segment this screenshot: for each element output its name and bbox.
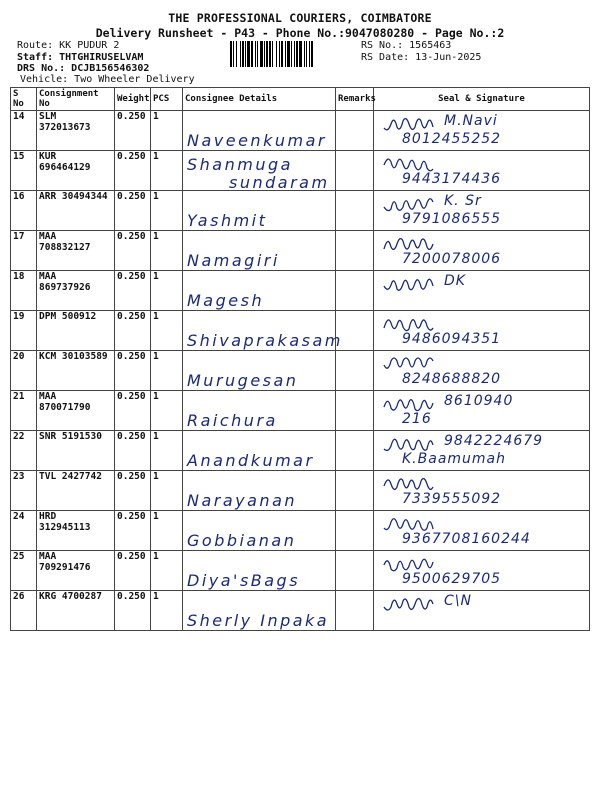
serial-number-cell: 20: [11, 351, 37, 391]
table-row: [11, 591, 590, 631]
col-header-consignee: Consignee Details: [183, 88, 336, 111]
remarks-cell: [336, 231, 374, 271]
pcs-cell: 1: [151, 111, 183, 151]
remarks-cell: [336, 431, 374, 471]
vehicle-info: Vehicle: Two Wheeler Delivery: [20, 74, 195, 85]
staff-info: Staff: THTGHIRUSELVAM: [17, 52, 144, 63]
signature-text: C\N: [444, 593, 472, 609]
consignment-number-cell: DPM 500912: [37, 311, 115, 351]
consignee-details-cell: [183, 431, 336, 471]
remarks-cell: [336, 551, 374, 591]
handwritten-consignee-name: Namagiri: [187, 251, 280, 270]
signature-scribble: [382, 593, 442, 615]
table-row: [11, 391, 590, 431]
signature-phone-number: 7200078006: [402, 251, 502, 267]
seal-signature-cell: [374, 271, 590, 311]
pcs-cell: 1: [151, 551, 183, 591]
weight-cell: 0.250: [115, 351, 151, 391]
signature-text: 9842224679: [444, 433, 544, 449]
serial-number-cell: 22: [11, 431, 37, 471]
serial-number-cell: 16: [11, 191, 37, 231]
signature-phone-number: 9486094351: [402, 331, 502, 347]
col-header-consignment: Consignment No: [37, 88, 115, 111]
consignee-details-cell: [183, 391, 336, 431]
weight-cell: 0.250: [115, 471, 151, 511]
consignee-details-cell: [183, 591, 336, 631]
remarks-cell: [336, 351, 374, 391]
signature-text: DK: [444, 273, 466, 289]
weight-cell: 0.250: [115, 111, 151, 151]
serial-number-cell: 26: [11, 591, 37, 631]
pcs-cell: 1: [151, 191, 183, 231]
remarks-cell: [336, 471, 374, 511]
weight-cell: 0.250: [115, 231, 151, 271]
table-row: [11, 191, 590, 231]
consignment-number-cell: MAA 708832127: [37, 231, 115, 271]
seal-signature-cell: [374, 591, 590, 631]
seal-signature-cell: [374, 511, 590, 551]
consignment-number-cell: KCM 30103589: [37, 351, 115, 391]
seal-signature-cell: [374, 431, 590, 471]
table-row: [11, 551, 590, 591]
weight-cell: 0.250: [115, 271, 151, 311]
pcs-cell: 1: [151, 591, 183, 631]
serial-number-cell: 25: [11, 551, 37, 591]
signature-phone-number: 8012455252: [402, 131, 502, 147]
runsheet-table: [10, 87, 590, 631]
handwritten-consignee-name: Sherly Inpaka: [187, 611, 330, 630]
consignee-details-cell: [183, 231, 336, 271]
weight-cell: 0.250: [115, 431, 151, 471]
runsheet-subtitle: Delivery Runsheet - P43 - Phone No.:9047080280 - Page No.:2: [95, 26, 505, 40]
seal-signature-cell: [374, 311, 590, 351]
table-row: [11, 311, 590, 351]
remarks-cell: [336, 591, 374, 631]
rs-number: RS No.: 1565463: [361, 40, 452, 51]
consignment-number-cell: SNR 5191530: [37, 431, 115, 471]
consignment-number-cell: MAA 709291476: [37, 551, 115, 591]
seal-signature-cell: [374, 231, 590, 271]
serial-number-cell: 18: [11, 271, 37, 311]
remarks-cell: [336, 111, 374, 151]
weight-cell: 0.250: [115, 191, 151, 231]
col-header-weight: Weight: [115, 88, 151, 111]
table-row: [11, 351, 590, 391]
table-row: [11, 271, 590, 311]
seal-signature-cell: [374, 351, 590, 391]
consignment-number-cell: ARR 30494344: [37, 191, 115, 231]
signature-phone-number: 216: [402, 411, 432, 427]
pcs-cell: 1: [151, 431, 183, 471]
col-header-sno: S No: [11, 88, 37, 111]
handwritten-consignee-name: Gobbianan: [187, 531, 297, 550]
handwritten-consignee-name: Magesh: [187, 291, 265, 310]
remarks-cell: [336, 391, 374, 431]
signature-phone-number: 9500629705: [402, 571, 502, 587]
consignee-details-cell: [183, 471, 336, 511]
signature-phone-number: K.Baamumah: [402, 451, 506, 467]
consignment-number-cell: TVL 2427742: [37, 471, 115, 511]
consignment-number-cell: HRD 312945113: [37, 511, 115, 551]
col-header-pcs: PCS: [151, 88, 183, 111]
weight-cell: 0.250: [115, 591, 151, 631]
table-row: [11, 431, 590, 471]
remarks-cell: [336, 151, 374, 191]
handwritten-consignee-name: Murugesan: [187, 371, 299, 390]
table-header-row: [11, 88, 590, 111]
seal-signature-cell: [374, 151, 590, 191]
signature-text: M.Navi: [444, 113, 498, 129]
consignee-details-cell: [183, 351, 336, 391]
handwritten-consignee-name: Narayanan: [187, 491, 298, 510]
seal-signature-cell: [374, 391, 590, 431]
seal-signature-cell: [374, 471, 590, 511]
serial-number-cell: 14: [11, 111, 37, 151]
signature-scribble: [382, 273, 442, 295]
signature-phone-number: 7339555092: [402, 491, 502, 507]
pcs-cell: 1: [151, 351, 183, 391]
handwritten-consignee-name: Diya'sBags: [187, 571, 301, 590]
pcs-cell: 1: [151, 511, 183, 551]
signature-phone-number: 8248688820: [402, 371, 502, 387]
serial-number-cell: 17: [11, 231, 37, 271]
barcode: [230, 41, 352, 67]
signature-phone-number: 9443174436: [402, 171, 502, 187]
table-row: [11, 151, 590, 191]
consignment-number-cell: SLM 372013673: [37, 111, 115, 151]
serial-number-cell: 21: [11, 391, 37, 431]
pcs-cell: 1: [151, 311, 183, 351]
handwritten-consignee-name: Shanmuga: [187, 155, 293, 174]
table-row: [11, 231, 590, 271]
pcs-cell: 1: [151, 151, 183, 191]
col-header-signature: Seal & Signature: [374, 88, 590, 111]
weight-cell: 0.250: [115, 151, 151, 191]
seal-signature-cell: [374, 551, 590, 591]
seal-signature-cell: [374, 191, 590, 231]
serial-number-cell: 19: [11, 311, 37, 351]
signature-text: K. Sr: [444, 193, 482, 209]
consignee-details-cell: [183, 151, 336, 191]
signature-phone-number: 9367708160244: [402, 531, 531, 547]
consignment-number-cell: MAA 870071790: [37, 391, 115, 431]
pcs-cell: 1: [151, 471, 183, 511]
table-row: [11, 471, 590, 511]
handwritten-consignee-name: Raichura: [187, 411, 278, 430]
signature-text: 8610940: [444, 393, 514, 409]
handwritten-consignee-name: Naveenkumar: [187, 131, 327, 150]
seal-signature-cell: [374, 111, 590, 151]
serial-number-cell: 23: [11, 471, 37, 511]
consignee-details-cell: [183, 191, 336, 231]
rs-date: RS Date: 13-Jun-2025: [361, 52, 482, 63]
weight-cell: 0.250: [115, 511, 151, 551]
consignee-details-cell: [183, 311, 343, 351]
handwritten-consignee-name-line2: sundaram: [229, 173, 330, 192]
weight-cell: 0.250: [115, 551, 151, 591]
route-info: Route: KK PUDUR 2: [17, 40, 120, 51]
remarks-cell: [336, 511, 374, 551]
handwritten-consignee-name: Shivaprakasam: [187, 331, 343, 350]
serial-number-cell: 24: [11, 511, 37, 551]
consignment-number-cell: KUR 696464129: [37, 151, 115, 191]
col-header-remarks: Remarks: [336, 88, 374, 111]
pcs-cell: 1: [151, 391, 183, 431]
consignee-details-cell: [183, 271, 336, 311]
signature-phone-number: 9791086555: [402, 211, 502, 227]
consignee-details-cell: [183, 551, 336, 591]
table-row: [11, 511, 590, 551]
consignee-details-cell: [183, 111, 336, 151]
consignment-number-cell: KRG 4700287: [37, 591, 115, 631]
handwritten-consignee-name: Anandkumar: [187, 451, 315, 470]
pcs-cell: 1: [151, 271, 183, 311]
pcs-cell: 1: [151, 231, 183, 271]
serial-number-cell: 15: [11, 151, 37, 191]
remarks-cell: [336, 271, 374, 311]
company-title: THE PROFESSIONAL COURIERS, COIMBATORE: [168, 11, 432, 25]
weight-cell: 0.250: [115, 311, 151, 351]
table-row: [11, 111, 590, 151]
consignment-number-cell: MAA 869737926: [37, 271, 115, 311]
consignee-details-cell: [183, 511, 336, 551]
drs-info: DRS No.: DCJB156546302: [17, 63, 150, 74]
handwritten-consignee-name: Yashmit: [187, 211, 268, 230]
weight-cell: 0.250: [115, 391, 151, 431]
remarks-cell: [336, 191, 374, 231]
